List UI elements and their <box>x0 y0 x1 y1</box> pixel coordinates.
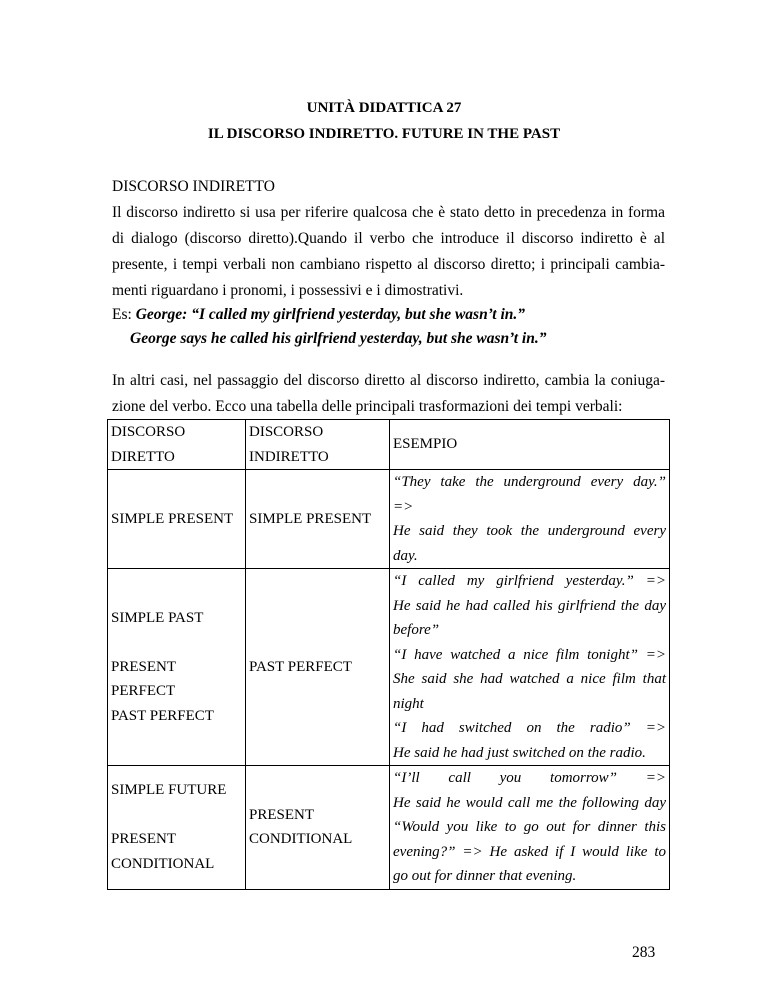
cell-example: “I called my girlfriend yesterday.” => He said he had called his girlfriend the day before” “I have watched a nice film tonight” => She said she had watched a nice film that night “I had switched on the radio” => He said he had just switched on the radio. <box>390 569 670 766</box>
intro-line-4: menti riguardano i pronomi, i possessivi e i dimostrativi. <box>112 282 464 299</box>
example-line-2: George says he called his girlfriend yesterday, but she wasn’t in.” <box>130 330 547 347</box>
intro-line-1: Il discorso indiretto si usa per riferire qualcosa che è stato detto in precedenza in forma <box>112 204 665 221</box>
cell-indirect: PAST PERFECT <box>246 569 390 766</box>
cell-direct: SIMPLE PRESENT <box>108 470 246 569</box>
table-header-row <box>108 420 670 470</box>
para2-line-1: In altri casi, nel passaggio del discorso diretto al discorso indiretto, cambia la coniuga- <box>112 372 665 389</box>
table-row <box>108 470 670 569</box>
cell-indirect: PRESENT CONDITIONAL <box>246 766 390 890</box>
para2-line-2: zione del verbo. Ecco una tabella delle principali trasformazioni dei tempi verbali: <box>112 398 623 415</box>
cell-example: “I’ll call you tomorrow” => He said he would call me the following day “Would you like to go out for dinner this evening?” => He asked if I would like to go out for dinner that evening. <box>390 766 670 890</box>
cell-direct: SIMPLE PAST PRESENT PERFECT PAST PERFECT <box>108 569 246 766</box>
example-prefix: Es: <box>112 306 136 323</box>
cell-direct: SIMPLE FUTURE PRESENT CONDITIONAL <box>108 766 246 890</box>
cell-indirect: SIMPLE PRESENT <box>246 470 390 569</box>
table-row <box>108 766 670 890</box>
example-quote: George: “I called my girlfriend yesterday, but she wasn’t in.” <box>135 306 526 323</box>
page-number: 283 <box>632 944 656 961</box>
unit-title: UNITÀ DIDATTICA 27 <box>306 100 462 116</box>
header-indirect: DISCORSO INDIRETTO <box>246 420 390 470</box>
section-title: DISCORSO INDIRETTO <box>112 178 275 195</box>
header-example: ESEMPIO <box>390 420 670 470</box>
intro-line-2: di dialogo (discorso diretto).Quando il verbo che introduce il discorso indiretto è al <box>112 230 665 247</box>
lesson-subtitle: IL DISCORSO INDIRETTO. FUTURE IN THE PAST <box>207 126 561 142</box>
example-line-1 <box>112 306 525 324</box>
header-direct: DISCORSO DIRETTO <box>108 420 246 470</box>
cell-example: “They take the underground every day.” => He said they took the underground every day. <box>390 470 670 569</box>
verb-tense-table <box>107 419 670 890</box>
intro-line-3: presente, i tempi verbali non cambiano rispetto al discorso diretto; i principali cambia- <box>112 256 665 273</box>
table-row <box>108 569 670 766</box>
